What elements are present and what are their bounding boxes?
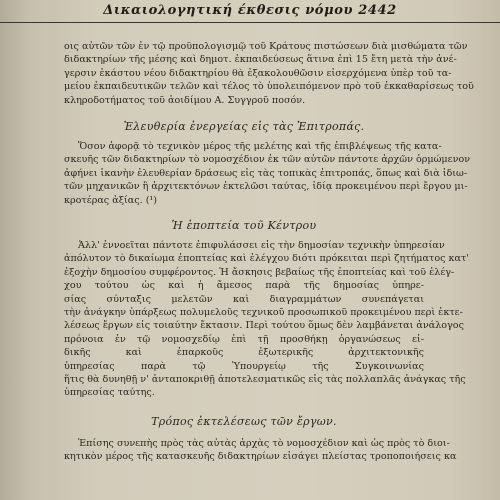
text-line: δικῆς καὶ ἐπαρκοῦς ἐξωτερικῆς ἀρχιτεκτονικῆς [64, 347, 424, 359]
text-line: Ἐπίσης συνεπὴς πρὸς τὰς αὐτὰς ἀρχὰς τὸ νομοσχέδιον καὶ ὡς πρὸς τὸ διοι- [78, 438, 450, 449]
text-line: σίας σύνταξις μελετῶν καὶ διαγραμμάτων συνεπάγεται [64, 293, 424, 305]
section-heading-execution: Τρόπος ἐκτελέσεως τῶν ἔργων. [151, 415, 337, 428]
text-line: μείου ἐκπαιδευτικῶν τελῶν καὶ τέλος τὸ ὑπολειπόμενον πρὸ τοῦ ἐκκαθαρίσεως τοῦ [64, 81, 474, 93]
text-line: ἀπόλυτον τὸ δικαίωμα ἐποπτείας καὶ ἐλέγχου διότι πρόκειται περὶ ζητήματος κατ' [64, 253, 469, 265]
running-header: Δικαιολογητική έκθεσις νόμου 2442 [0, 0, 500, 23]
text-line: χου τούτου ὡς καὶ ἡ ἄμεσος παρὰ τῆς δημοσίας ὑπηρε- [64, 280, 424, 292]
paragraph-4 [64, 437, 457, 464]
text-line: λέσεως ἔργων εἰς τοιαύτην ἔκτασιν. Περὶ τούτου ὅμως δὲν λαμβάνεται ἀνάλογος [64, 320, 464, 332]
text-line: οις αὐτῶν τῶν ἐν τῷ προϋπολογισμῷ τοῦ Κράτους πιστώσεων διὰ μισθώματα τῶν [64, 41, 468, 52]
section-heading-freedom: Ἐλευθερία ἐνεργείας εἰς τὰς Ἐπιτροπάς. [123, 120, 365, 133]
text-line: Ὅσον ἀφορᾷ τὸ τεχνικὸν μέρος τῆς μελέτης καὶ τῆς ἐπιβλέψεως τῆς κατα- [78, 141, 442, 152]
text-line: τῶν μηχανικῶν ἢ ἀρχιτεκτόνων ἐκτελῶσι ταύτας, ἰδίᾳ προκειμένου περὶ ἔργου μι- [64, 181, 468, 193]
text-line: ὑπηρεσίας παρὰ τῷ Ὑπουργείῳ τῆς Συγκοινωνίας [64, 360, 424, 372]
section-heading-supervision: Ἡ ἐποπτεία τοῦ Κέντρου [171, 219, 317, 232]
text-line: ἐξοχὴν δημοσίου συμφέροντος. Ἡ ἄσκησις βεβαίως τῆς ἐποπτείας καὶ τοῦ ἐλέγ- [64, 266, 455, 278]
text-line: κληροδοτήματος τοῦ ἀοιδίμου Α. Συγγροῦ ποσόν. [64, 94, 306, 106]
text-line: γερσιν ἑκάστου νέου διδακτηρίου θὰ ἐξακολουθῶσιν εἰσερχόμενα ὑπὲρ τοῦ τα- [64, 67, 452, 79]
paragraph-1 [64, 40, 474, 107]
text-line: Ἀλλ' ἐννοεῖται πάντοτε ἐπιφυλάσσει εἰς τὴν δημοσίαν τεχνικὴν ὑπηρεσίαν [78, 240, 445, 251]
text-line: ἀφήνει ἱκανὴν ἐλευθερίαν δράσεως εἰς τὰς τοπικὰς ἐπιτροπάς, ὅπως καὶ διὰ ἰδιω- [64, 167, 468, 179]
text-line: τὴν ἀνάγκην ὑπάρξεως πολυμελοῦς τεχνικοῦ προσωπικοῦ προκειμένου περὶ ἐκτε- [64, 307, 463, 319]
text-line: κροτέρας ἀξίας. (¹) [64, 194, 158, 206]
text-line: διδακτηρίων τῆς μέσης καὶ δημοτ. ἐκπαιδεύσεως ἅτινα ἐπὶ 15 ἔτη μετὰ τὴν ἀνέ- [64, 54, 457, 66]
text-line: ὑπηρεσίας ταύτης. [64, 387, 155, 399]
text-line: κητικὸν μέρος τῆς κατασκευῆς διδακτηρίων εἰσάγει πλείστας τροποποιήσεις κα [64, 451, 457, 463]
text-line: σκευῆς τῶν διδακτηρίων τὸ νομοσχέδιον ἐκ τῶν αὐτῶν πάντοτε ἀρχῶν ὁρμώμενον [64, 154, 471, 166]
text-line: ἥτις θὰ δυνηθῇ ν' ἀνταποκριθῇ ἀποτελεσματικῶς εἰς τὰς πολλαπλᾶς ἀνάγκας τῆς [64, 374, 466, 386]
text-line: πρόνοια ἐν τῷ νομοσχεδίῳ ἐπὶ τῇ προσθήκῃ ὀργανώσεως εἰ- [64, 333, 424, 345]
paragraph-2 [64, 140, 471, 207]
paragraph-3 [64, 239, 469, 400]
